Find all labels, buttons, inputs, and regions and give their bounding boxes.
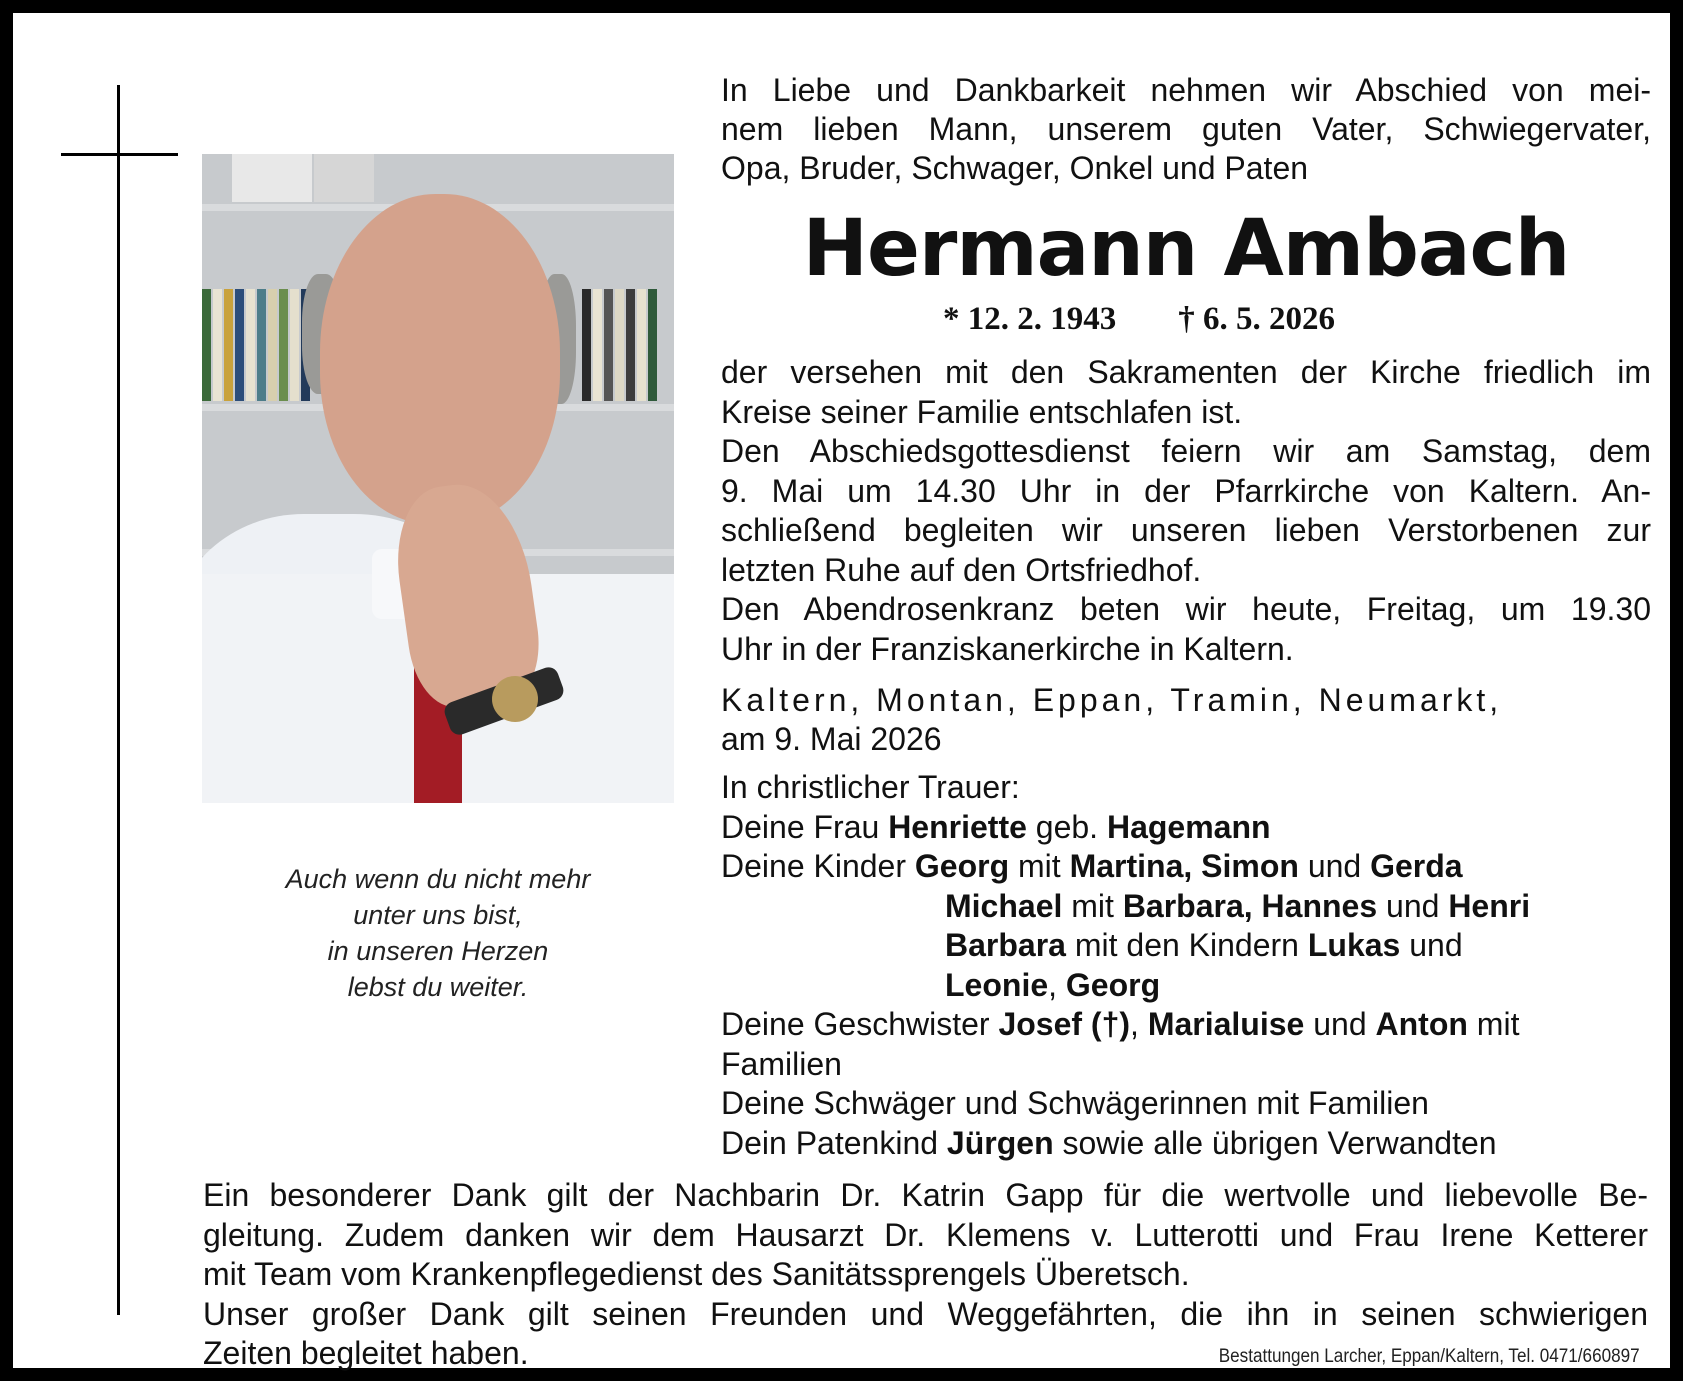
mourner-grandchildren: Leonie, Georg	[945, 966, 1161, 1003]
thanks-line: Unser großer Dank gilt seinen Freunden und Weggefährten, die ihn in seinen schwierigen	[203, 1295, 1648, 1332]
mourner-siblings-families: Familien	[721, 1045, 842, 1082]
mourner-wife: Deine Frau Henriette geb. Hagemann	[721, 808, 1271, 845]
towns-line: Kaltern, Montan, Eppan, Tramin, Neumarkt,	[721, 682, 1503, 718]
quote-line: in unseren Herzen	[327, 936, 549, 966]
intro-line: In Liebe und Dankbarkeit nehmen wir Abschied von mei-	[721, 72, 1651, 108]
mourner-children: Deine Kinder Georg mit Martina, Simon und Gerda	[721, 848, 1463, 884]
mourner-inlaws: Deine Schwäger und Schwägerinnen mit Familien	[721, 1085, 1429, 1121]
body-line: Uhr in der Franziskanerkirche in Kaltern.	[721, 630, 1294, 667]
cross-icon	[117, 85, 120, 1315]
thanks-line: mit Team vom Krankenpflegedienst des Sanitätssprengels Überetsch.	[203, 1256, 1190, 1292]
thanks-text	[203, 1176, 1648, 1374]
body-line: 9. Mai um 14.30 Uhr in der Pfarrkirche von Kaltern. An-	[721, 472, 1651, 509]
quote-line: lebst du weiter.	[347, 972, 529, 1002]
date-line: am 9. Mai 2026	[721, 721, 942, 757]
thanks-line: Zeiten begleitet haben.	[203, 1335, 529, 1371]
life-dates	[943, 297, 1443, 341]
body-line: Kreise seiner Familie entschlafen ist.	[721, 393, 1243, 430]
undertaker-credit: Bestattungen Larcher, Eppan/Kaltern, Tel. 0471/660897	[1219, 1346, 1640, 1367]
body-line: schließend begleiten wir unseren lieben Verstorbenen zur	[721, 512, 1651, 548]
intro-line: Opa, Bruder, Schwager, Onkel und Paten	[721, 150, 1309, 186]
quote-line: Auch wenn du nicht mehr	[285, 864, 591, 894]
mourners-list	[721, 768, 1651, 1163]
mourners-heading: In christlicher Trauer:	[721, 769, 1020, 805]
birth-date: * 12. 2. 1943	[943, 301, 1117, 337]
mourner-siblings: Deine Geschwister Josef (†), Marialuise und Anton mit	[721, 1006, 1520, 1042]
intro-text	[721, 71, 1651, 188]
thanks-line: Ein besonderer Dank gilt der Nachbarin Dr. Katrin Gapp für die wertvolle und liebevolle Be-	[203, 1177, 1648, 1213]
memorial-quote	[213, 861, 663, 1005]
thanks-line: gleitung. Zudem danken wir dem Hausarzt Dr. Klemens v. Lutterotti und Frau Irene Ketterer	[203, 1216, 1648, 1253]
body-line: Den Abschiedsgottesdienst feiern wir am Samstag, dem	[721, 433, 1651, 469]
mourner-child-michael: Michael mit Barbara, Hannes und Henri	[945, 887, 1531, 924]
cross-icon-bar	[61, 153, 178, 156]
portrait-photo	[202, 154, 674, 803]
places-and-date	[721, 681, 1621, 759]
announcement-text	[721, 353, 1651, 669]
death-date: † 6. 5. 2026	[1178, 301, 1335, 337]
mourner-child-barbara: Barbara mit den Kindern Lukas und	[945, 927, 1463, 963]
body-line: Den Abendrosenkranz beten wir heute, Freitag, um 19.30	[721, 591, 1651, 627]
body-line: der versehen mit den Sakramenten der Kirche friedlich im	[721, 354, 1651, 390]
intro-line: nem lieben Mann, unserem guten Vater, Schwiegervater,	[721, 111, 1651, 147]
quote-line: unter uns bist,	[353, 900, 523, 930]
body-line: letzten Ruhe auf den Ortsfriedhof.	[721, 551, 1202, 588]
deceased-name: Hermann Ambach	[802, 204, 1570, 294]
mourner-godchild: Dein Patenkind Jürgen sowie alle übrigen Verwandten	[721, 1124, 1497, 1161]
